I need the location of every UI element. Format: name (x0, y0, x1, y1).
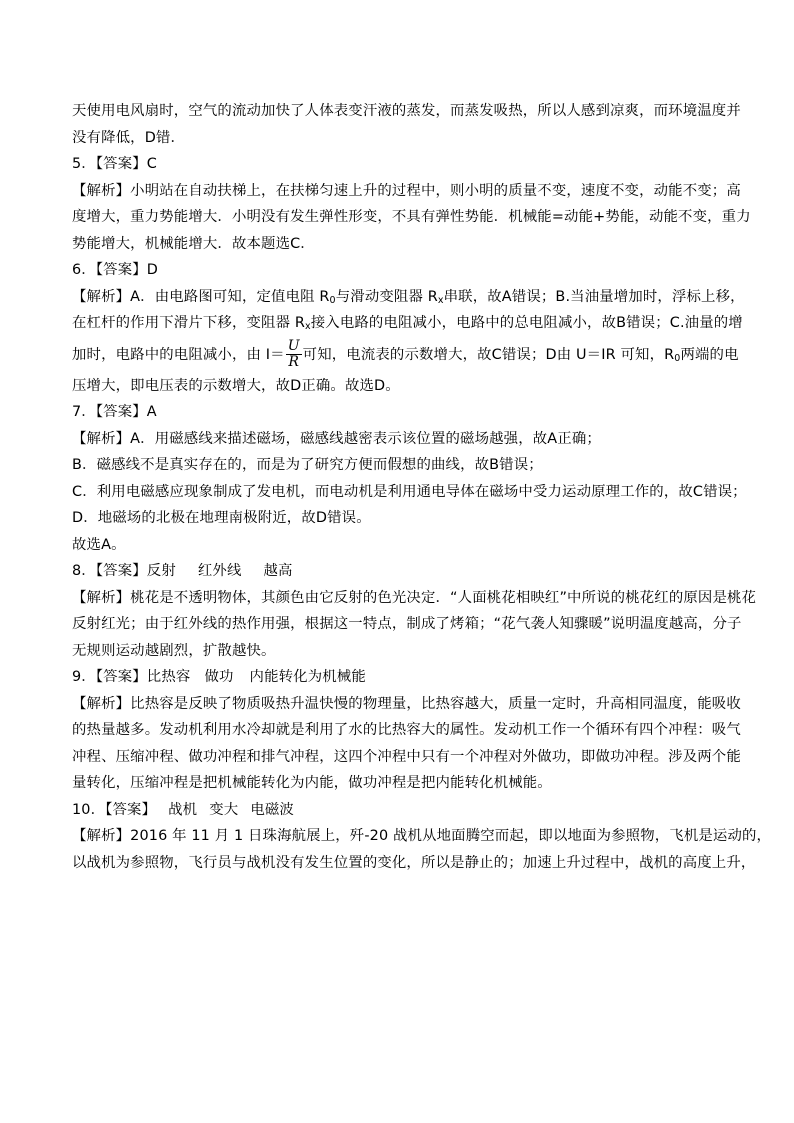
analysis-7-line: 故选A。 (72, 536, 126, 553)
answer-5: 5．【答案】C (72, 156, 158, 172)
text-line: 天使用电风扇时，空气的流动加快了人体表变汗液的蒸发，而蒸发吸热，所以人感到凉爽，而环境温度并 (72, 103, 741, 119)
analysis-7-line: D．地磁场的北极在地理南极附近，故D错误。 (72, 510, 371, 526)
analysis-7-line: C．利用电磁感应现象制成了发电机，而电动机是利用通电导体在磁场中受力运动原理工作的，故C错误； (72, 483, 747, 500)
answer-9: 9．【答案】比热容 做功 内能转化为机械能 (72, 669, 366, 685)
analysis-10-line: 以战机为参照物，飞行员与战机没有发生位置的变化，所以是静止的；加速上升过程中，战机的高度上升， (72, 854, 756, 871)
answer-6: 6．【答案】D (72, 262, 159, 278)
analysis-7-line: 【解析】A．用磁感线来描述磁场，磁感线越密表示该位置的磁场越强，故A正确； (72, 430, 601, 447)
analysis-8-line: 【解析】桃花是不透明物体，其颜色由它反射的色光决定．“人面桃花相映红”中所说的桃花红的原因是桃花 (72, 589, 757, 606)
analysis-9-line: 量转化，压缩冲程是把机械能转化为内能，做功冲程是把内能转化机械能。 (72, 775, 552, 791)
analysis-5-line: 势能增大，机械能增大．故本题选C． (72, 235, 315, 252)
analysis-9-line: 【解析】比热容是反映了物质吸热升温快慢的物理量，比热容越大，质量一定时，升高相同温度，能吸收 (72, 695, 741, 712)
answer-7: 7．【答案】A (72, 404, 157, 420)
analysis-9-line: 的热量越多。发动机利用水冷却就是利用了水的比热容大的属性。发动机工作一个循环有四个冲程：吸气 (72, 722, 741, 738)
analysis-5-line: 度增大，重力势能增大．小明没有发生弹性形变，不具有弹性势能．机械能=动能+势能，动能不变，重力 (72, 209, 751, 225)
analysis-7-line: B．磁感线不是真实存在的，而是为了研究方便而假想的曲线，故B错误； (72, 457, 543, 473)
analysis-10-line: 【解析】2016 年 11 月 1 日珠海航展上，歼-20 战机从地面腾空而起，即以地面为参照物，飞机是运动的， (72, 828, 772, 844)
analysis-9-line: 冲程、压缩冲程、做功冲程和排气冲程，这四个冲程中只有一个冲程对外做功，即做功冲程。涉及两个能 (72, 748, 741, 765)
analysis-6-line: 加时，电路中的电阻减小，由 I＝ $\frac{U}{R}$ 可知，电流表的示数增大，故C错误；D由 U＝IR 可知，$R_0$两端的电 (72, 338, 739, 370)
answer-10: 10．【答案】 战机 变大 电磁波 (72, 801, 294, 818)
analysis-5-line: 【解析】小明站在自动扶梯上，在扶梯匀速上升的过程中，则小明的质量不变，速度不变，动能不变；高 (72, 182, 741, 199)
fraction-u-over-r: $\frac{U}{R}$ (287, 338, 300, 370)
analysis-6-line: 【解析】A．由电路图可知，定值电阻 $R_0$与滑动变阻器 $R_x$串联，故A错误；B.当油量增加时，浮标上移， (72, 288, 745, 306)
answer-8: 8．【答案】反射 红外线 越高 (72, 563, 293, 579)
analysis-6-line: 压增大，即电压表的示数增大，故D正确。故选D。 (72, 377, 400, 394)
text-line: 没有降低，D错． (72, 129, 186, 146)
analysis-8-line: 反射红光；由于红外线的热作用强，根据这一特点，制成了烤箱；“花气袭人知骤暖”说明温度越高，分子 (72, 616, 742, 632)
analysis-8-line: 无规则运动越剧烈，扩散越快。 (72, 642, 276, 659)
analysis-6-line: 在杠杆的作用下滑片下移，变阻器 $R_x$接入电路的电阻减小，电路中的总电阻减小，故B错误；C.油量的增 (72, 315, 743, 332)
